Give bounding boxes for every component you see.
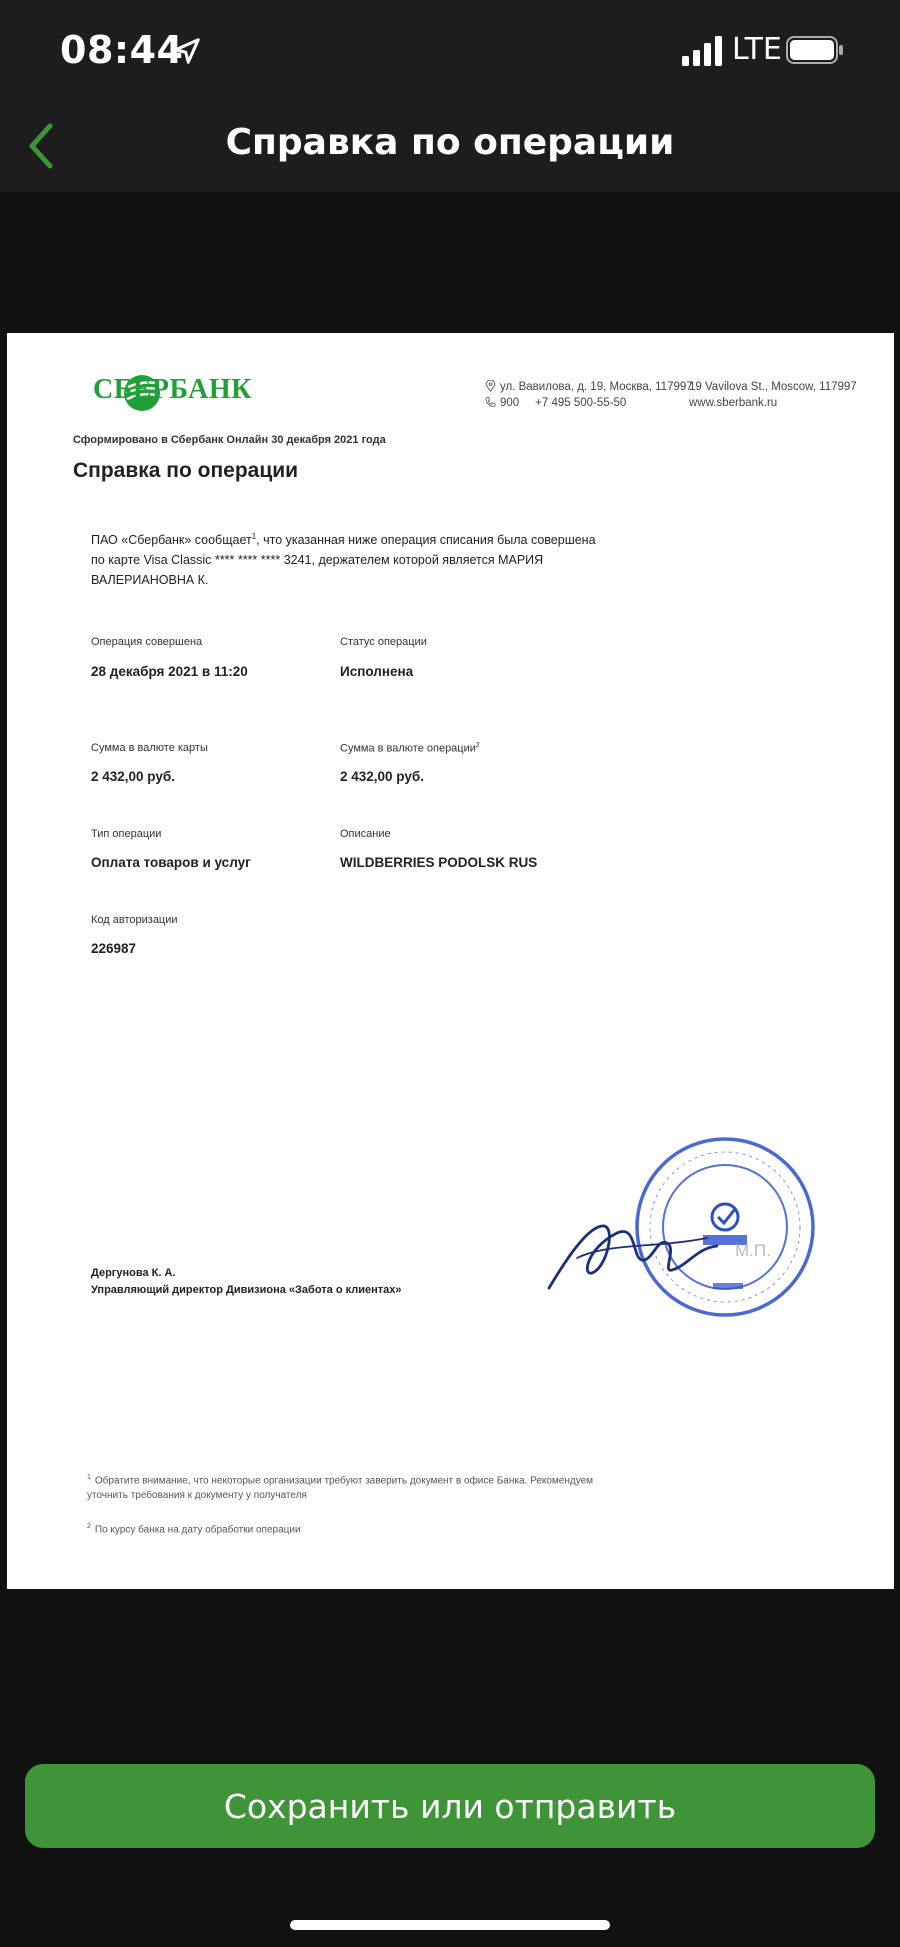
field-value-description: WILDBERRIES PODOLSK RUS: [340, 855, 538, 870]
map-pin-icon: [485, 380, 496, 392]
footnote-2: $^2$ По курсу банка на дату обработки операции: [87, 1523, 301, 1536]
location-arrow-icon: [172, 36, 202, 66]
home-indicator[interactable]: [290, 1920, 610, 1930]
field-label-card-amount: Сумма в валюте карты: [91, 742, 208, 754]
field-label-operation-amount: Сумма в валюте операции$^2$: [340, 742, 480, 755]
logo-text: СБЕРБАНК: [93, 374, 252, 405]
operation-certificate-document: [7, 333, 894, 1589]
formed-date: Сформировано в Сбербанк Онлайн 30 декабря 2021 года: [73, 434, 386, 446]
stamp-mp-label: М.П.: [735, 1241, 771, 1260]
signer-role: Управляющий директор Дивизиона «Забота о клиентах»: [91, 1284, 402, 1296]
field-value-card-amount: 2 432,00 руб.: [91, 769, 175, 784]
website-link: www.sberbank.ru: [689, 397, 778, 409]
field-label-description: Описание: [340, 828, 391, 840]
signature-icon: [547, 1188, 747, 1298]
field-value-status: Исполнена: [340, 664, 414, 679]
address-ru: ул. Вавилова, д. 19, Москва, 117997 900 +7 495 500-55-50: [485, 379, 693, 411]
field-value-operation-type: Оплата товаров и услуг: [91, 855, 251, 870]
field-label-operation-type: Тип операции: [91, 828, 162, 840]
intro-paragraph: ПАО «Сбербанк» сообщает$^1$, что указанная ниже операция списания была совершена по карте Visa Classic **** **** **** 3241, держателем которой является МАРИЯ ВАЛЕРИАНОВНА К.: [91, 532, 596, 588]
navigation-bar: [0, 100, 900, 192]
field-value-operation-amount: 2 432,00 руб.: [340, 769, 424, 784]
document-title: Справка по операции: [73, 459, 299, 482]
network-type: LTE: [732, 32, 782, 67]
field-label-operation-date: Операция совершена: [91, 636, 203, 648]
address-en: 19 Vavilova St., Moscow, 117997 www.sberbank.ru: [689, 381, 857, 409]
status-bar: [0, 0, 900, 100]
field-label-status: Статус операции: [340, 636, 427, 648]
field-value-auth-code: 226987: [91, 941, 137, 956]
footnote-1: $^1$ Обратите внимание, что некоторые организации требуют заверить документ в офисе Банка. Рекомендуем уточнить требования к документу у получателя: [87, 1474, 594, 1502]
save-or-send-button[interactable]: Сохранить или отправить: [25, 1764, 875, 1848]
battery-icon: [786, 36, 844, 64]
signer-block: [91, 1265, 402, 1299]
field-label-auth-code: Код авторизации: [91, 914, 178, 926]
signer-name: Дергунова К. А.: [91, 1267, 176, 1279]
page-title: Справка по операции: [225, 122, 675, 163]
status-time: 08:44: [60, 28, 184, 72]
phone-icon: [485, 396, 496, 408]
cellular-signal-icon: [682, 36, 724, 66]
field-value-operation-date: 28 декабря 2021 в 11:20: [91, 664, 248, 679]
